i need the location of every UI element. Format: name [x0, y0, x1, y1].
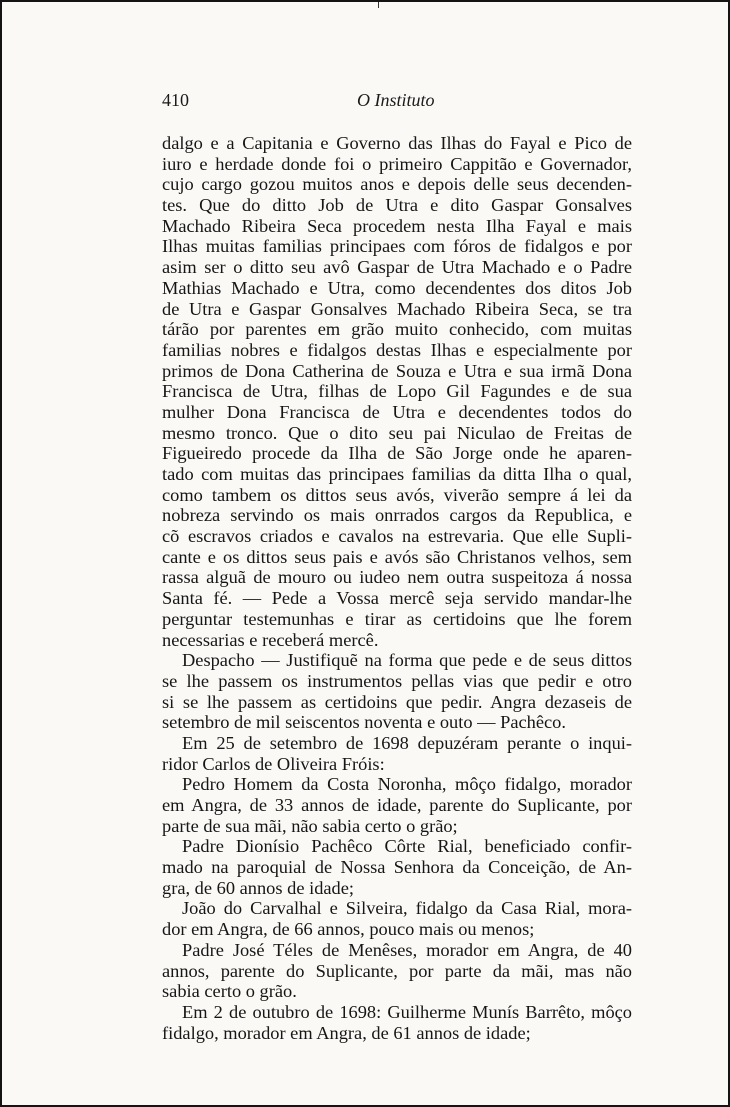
- running-title: O Instituto: [357, 90, 435, 110]
- text-line: parte de sua mãi, não sabia certo o grão;: [162, 815, 458, 836]
- text-line: Despacho — Justifiquẽ na forma que pede e de seus dittos: [182, 650, 632, 671]
- body-text: [162, 133, 632, 1043]
- text-line: mado na paroquial de Nossa Senhora da Conceição, de An-: [162, 857, 632, 878]
- paragraph: [162, 1002, 632, 1043]
- paragraph: [162, 836, 632, 898]
- text-line: Padre Dionísio Pachêco Côrte Rial, beneficiado confir-: [182, 836, 632, 857]
- paragraph: [162, 650, 632, 733]
- paragraph: [162, 133, 632, 650]
- paragraph: [162, 940, 632, 1002]
- text-line: Em 25 de setembro de 1698 depuzéram perante o inqui-: [182, 732, 632, 753]
- text-line: setembro de mil seiscentos noventa e outo — Pachêco.: [162, 712, 566, 733]
- text-line: mesmo tronco. Que o dito seu pai Niculao de Freitas de: [162, 422, 632, 443]
- text-line: mulher Dona Francisca de Utra e decendentes todos do: [162, 401, 632, 422]
- text-line: Padre José Téles de Menêses, morador em Angra, de 40: [182, 939, 632, 960]
- text-line: sabia certo o grão.: [162, 981, 297, 1002]
- text-line: cõ escravos criados e cavalos na estrevaria. Que elle Supli-: [162, 526, 632, 547]
- text-line: nobreza servindo os mais onrrados cargos da Republica, e: [162, 505, 632, 526]
- text-line: Figueiredo procede da Ilha de São Jorge onde he aparen-: [162, 443, 632, 464]
- paragraph: [162, 733, 632, 774]
- text-line: tárão por parentes em grão muito conhecido, com muitas: [162, 319, 632, 340]
- text-line: gra, de 60 annos de idade;: [162, 877, 355, 898]
- text-line: fidalgo, morador em Angra, de 61 annos de idade;: [162, 1022, 531, 1043]
- text-line: se lhe passem os instrumentos pellas vias que pedir e otro: [162, 670, 632, 691]
- page-number: 410: [162, 90, 189, 110]
- text-line: Santa fé. — Pede a Vossa mercê seja servido mandar-lhe: [162, 588, 632, 609]
- text-line: em Angra, de 33 annos de idade, parente do Suplicante, por: [162, 795, 632, 815]
- text-line: rassa alguã de mouro ou iudeo nem outra suspeitoza á nossa: [162, 567, 632, 588]
- text-line: Mathias Machado e Utra, como decendentes dos ditos Job: [162, 277, 632, 298]
- text-line: de Utra e Gaspar Gonsalves Machado Ribeira Seca, se tra: [162, 298, 632, 319]
- text-line: necessarias e receberá mercê.: [162, 629, 379, 650]
- text-line: dalgo e a Capitania e Governo das Ilhas do Fayal e Pico de: [162, 133, 632, 153]
- text-line: Machado Ribeira Seca procedem nesta Ilha Fayal e mais: [162, 215, 632, 236]
- text-line: ridor Carlos de Oliveira Fróis:: [162, 753, 385, 774]
- text-line: iuro e herdade donde foi o primeiro Cappitão e Governador,: [162, 153, 632, 174]
- text-line: Em 2 de outubro de 1698: Guilherme Munís Barrêto, môço: [182, 1001, 632, 1022]
- text-line: Ilhas muitas familias principaes com fóros de fidalgos e por: [162, 236, 632, 257]
- text-line: si se lhe passem as certidoins que pedir. Angra dezaseis de: [162, 691, 632, 712]
- paragraph: [162, 898, 632, 939]
- text-line: Francisca de Utra, filhas de Lopo Gil Fagundes e de sua: [162, 381, 632, 402]
- text-line: annos, parente do Suplicante, por parte da mãi, mas não: [162, 960, 632, 981]
- text-line: dor em Angra, de 66 annos, pouco mais ou menos;: [162, 919, 535, 940]
- text-line: João do Carvalhal e Silveira, fidalgo da Casa Rial, mora-: [182, 898, 632, 919]
- text-line: primos de Dona Catherina de Souza e Utra e sua irmã Dona: [162, 360, 632, 381]
- text-line: cujo cargo gozou muitos anos e depois delle seus decenden-: [162, 174, 632, 195]
- text-line: familias nobres e fidalgos destas Ilhas e especialmente por: [162, 339, 632, 360]
- paragraph: [162, 774, 632, 836]
- text-line: Pedro Homem da Costa Noronha, môço fidalgo, morador: [182, 774, 632, 795]
- text-line: como tambem os dittos seus avós, viverão sempre á lei da: [162, 484, 632, 505]
- text-line: asim ser o ditto seu avô Gaspar de Utra Machado e o Padre: [162, 257, 632, 278]
- text-line: tes. Que do ditto Job de Utra e dito Gaspar Gonsalves: [162, 195, 632, 216]
- text-line: cante e os dittos seus pais e avós são Christanos velhos, sem: [162, 546, 632, 567]
- text-line: tado com muitas das principaes familias da ditta Ilha o qual,: [162, 464, 632, 484]
- text-line: perguntar testemunhas e tirar as certidoins que lhe forem: [162, 608, 632, 629]
- scan-mark: [378, 2, 379, 8]
- page-header: [162, 90, 632, 114]
